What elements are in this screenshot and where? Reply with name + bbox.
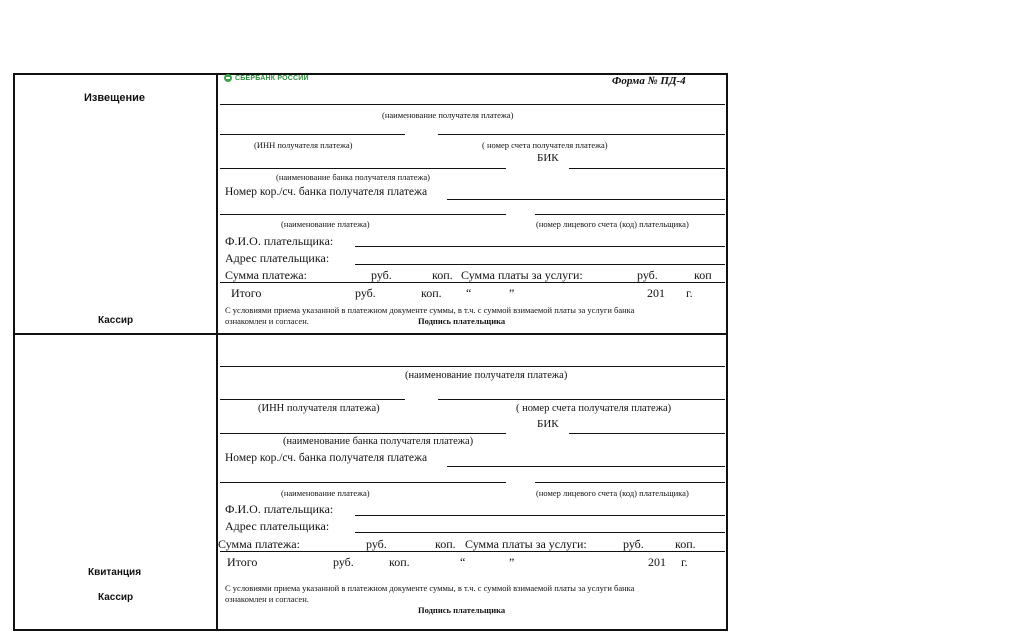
- frame-bottom-border: [13, 629, 728, 631]
- inn-line-2: [220, 399, 405, 400]
- sum-line: [220, 282, 725, 283]
- recipient-name-line-2: [220, 366, 725, 367]
- payment-name-caption: (наименование платежа): [281, 219, 370, 229]
- service-fee-rub: руб.: [637, 268, 658, 282]
- frame-right-border: [726, 73, 728, 631]
- account-caption-2: ( номер счета получателя платежа): [516, 403, 672, 414]
- date-year-2: 201: [648, 555, 666, 569]
- date-year: 201: [647, 286, 665, 300]
- terms-line-1: С условиями приема указанной в платежном документе суммы, в т.ч. с суммой взимаемой платы за услуги банка: [225, 305, 635, 315]
- payment-name-line: [220, 214, 506, 215]
- account-line: [438, 134, 725, 135]
- payer-address-line: [355, 264, 725, 265]
- bik-label: БИК: [537, 152, 559, 164]
- payer-name-line-2: [355, 515, 725, 516]
- payer-name-line: [355, 246, 725, 247]
- cashier-label-bottom: Кассир: [98, 592, 134, 603]
- service-fee-label-2: Сумма платы за услуги:: [465, 537, 587, 551]
- date-quote-close: ”: [509, 286, 515, 300]
- sum-label: Сумма платежа:: [225, 268, 307, 282]
- sum-rub: руб.: [371, 268, 392, 282]
- sum-kop-2: коп.: [435, 537, 456, 551]
- terms-line-1-2: С условиями приема указанной в платежном документе суммы, в т.ч. с суммой взимаемой платы за услуги банка: [225, 583, 635, 593]
- form-number: Форма № ПД-4: [612, 75, 686, 87]
- personal-account-caption: (номер лицевого счета (код) плательщика): [536, 219, 689, 229]
- personal-account-line: [535, 214, 725, 215]
- personal-account-line-2: [535, 482, 725, 483]
- frame-left-border: [13, 73, 15, 631]
- date-g-2: г.: [681, 555, 688, 569]
- notice-title: Извещение: [84, 92, 146, 104]
- payer-signature-label: Подпись плательщика: [418, 316, 506, 326]
- corr-account-label-2: Номер кор./сч. банка получателя платежа: [225, 452, 428, 464]
- bank-name-line-2: [220, 433, 506, 434]
- bank-name-line: [220, 168, 506, 169]
- sum-label-2: Сумма платежа:: [218, 537, 300, 551]
- bik-line: [569, 168, 725, 169]
- inn-caption-2: (ИНН получателя платежа): [258, 403, 380, 414]
- corr-account-line: [447, 199, 725, 200]
- payment-name-caption-2: (наименование платежа): [281, 488, 370, 498]
- service-fee-rub-2: руб.: [623, 537, 644, 551]
- payment-name-line-2: [220, 482, 506, 483]
- date-quote-open-2: “: [460, 555, 466, 569]
- terms-line-2-2: ознакомлен и согласен.: [225, 594, 309, 604]
- bank-name-caption-2: (наименование банка получателя платежа): [283, 436, 474, 447]
- service-fee-label: Сумма платы за услуги:: [461, 268, 583, 282]
- date-quote-close-2: ”: [509, 555, 515, 569]
- account-caption: ( номер счета получателя платежа): [482, 140, 608, 150]
- receipt-title: Квитанция: [88, 567, 142, 578]
- total-kop-2: коп.: [389, 555, 410, 569]
- total-label-2: Итого: [227, 555, 258, 569]
- bik-label-2: БИК: [537, 418, 559, 430]
- payer-name-label-2: Ф.И.О. плательщика:: [225, 502, 334, 516]
- service-fee-kop: коп: [694, 268, 712, 282]
- recipient-name-caption-2: (наименование получателя платежа): [405, 370, 568, 381]
- bik-line-2: [569, 433, 725, 434]
- total-label: Итого: [231, 286, 262, 300]
- sum-kop: коп.: [432, 268, 453, 282]
- payer-address-line-2: [355, 532, 725, 533]
- recipient-name-line: [220, 104, 725, 105]
- service-fee-kop-2: коп.: [675, 537, 696, 551]
- payer-signature-label-2: Подпись плательщика: [418, 605, 506, 615]
- frame-middle-border: [13, 333, 728, 335]
- corr-account-label: Номер кор./сч. банка получателя платежа: [225, 186, 428, 198]
- personal-account-caption-2: (номер лицевого счета (код) плательщика): [536, 488, 689, 498]
- total-rub-2: руб.: [333, 555, 354, 569]
- inn-line: [220, 134, 405, 135]
- total-rub: руб.: [355, 286, 376, 300]
- account-line-2: [438, 399, 725, 400]
- bank-name-caption: (наименование банка получателя платежа): [276, 172, 430, 182]
- date-g: г.: [686, 286, 693, 300]
- corr-account-line-2: [447, 466, 725, 467]
- total-kop: коп.: [421, 286, 442, 300]
- inn-caption: (ИНН получателя платежа): [254, 140, 353, 150]
- sberbank-logo-text: СБЕРБАНК РОССИИ: [235, 74, 309, 82]
- cashier-label-top: Кассир: [98, 315, 134, 326]
- sberbank-logo: [224, 74, 309, 82]
- sum-line-2: [220, 551, 725, 552]
- payer-address-label-2: Адрес плательщика:: [225, 519, 330, 533]
- date-quote-open: “: [466, 286, 472, 300]
- terms-line-2: ознакомлен и согласен.: [225, 316, 309, 326]
- payer-name-label: Ф.И.О. плательщика:: [225, 234, 334, 248]
- sum-rub-2: руб.: [366, 537, 387, 551]
- recipient-name-caption: (наименование получателя платежа): [382, 110, 514, 120]
- sberbank-logo-icon: [224, 74, 232, 82]
- payer-address-label: Адрес плательщика:: [225, 251, 330, 265]
